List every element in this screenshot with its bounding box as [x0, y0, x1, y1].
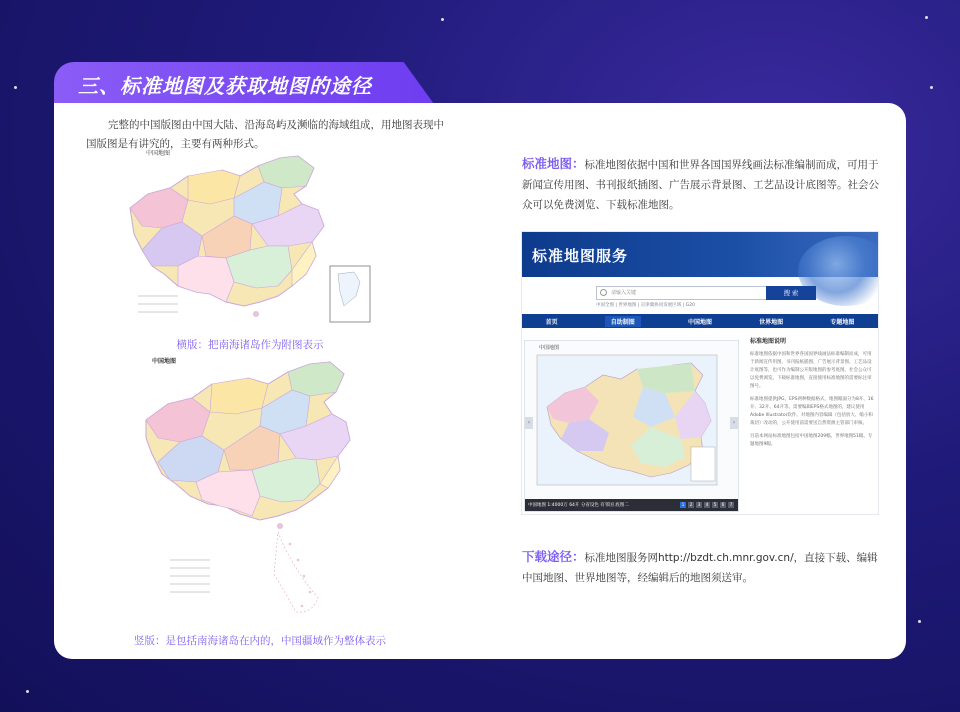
download-lead: 下载途径： — [522, 549, 585, 564]
description-paragraph: 标准地图提供JPG、EPS两种数据格式，地图幅面分为8开、16开、32开、64开等。需要编辑EPS格式地图的，建议使用Adobe Illustrator软件。对地图内容编辑（包括放大、缩小和裁切）改动的，公开使用前需要送自然资源主管部门审核。 — [750, 397, 874, 426]
carousel-pager — [680, 502, 734, 508]
star — [930, 86, 933, 89]
search-button[interactable]: 搜 索 — [766, 286, 816, 300]
nav-item-home[interactable]: 首页 — [545, 318, 558, 326]
nav-item-world-map[interactable]: 世界地图 — [759, 318, 784, 326]
map-header: 中国地图 — [146, 150, 171, 157]
vertical-china-map — [140, 354, 380, 630]
carousel-prev-arrow[interactable]: ‹ — [525, 417, 533, 429]
pager-dot[interactable]: 6 — [721, 502, 725, 507]
star — [441, 18, 444, 21]
vertical-map-caption: 竖版：是包括南海诸岛在内的，中国疆域作为整体表示 — [134, 635, 386, 647]
pager-dot[interactable]: 7 — [729, 502, 733, 507]
nav-item-thematic-map[interactable]: 专题地图 — [830, 318, 855, 326]
nav-item-custom-map[interactable]: 自助制图 — [605, 316, 641, 327]
nav-item-china-map[interactable]: 中国地图 — [687, 318, 712, 326]
pager-dot[interactable]: 3 — [697, 502, 701, 507]
star — [925, 16, 928, 19]
description-paragraph: 标准地图依据中国和世界各国国界线画法标准编制而成，可用于新闻宣传用图、书刊报纸插图、广告展示背景图、工艺品设计底图等，也可作为编制公开版地图的参考底图。社会公众可以免费浏览、下载标准地图，直接使用标准地图的需要标注审图号。 — [750, 352, 872, 389]
pager-dot[interactable]: 4 — [705, 502, 709, 507]
horizontal-china-map — [118, 146, 378, 336]
star — [918, 620, 921, 623]
standard-map-website-screenshot — [522, 232, 878, 514]
description-paragraph: 目前本网站标准地图包括中国地图209幅、世界地图51幅、专题地图9幅。 — [750, 434, 873, 447]
preview-title: 中国地图 — [539, 345, 560, 351]
search-icon — [600, 289, 607, 296]
horizontal-map-caption: 横版：把南海诸岛作为附图表示 — [176, 339, 324, 351]
pager-dot[interactable]: 2 — [689, 502, 693, 507]
preview-caption: 中国地图 1:4000万 64开 分省设色 有邻国 底图二 — [528, 503, 629, 508]
standard-map-lead: 标准地图： — [522, 156, 585, 171]
carousel-next-arrow[interactable]: › — [730, 417, 738, 429]
download-paragraph — [522, 547, 882, 588]
map-description — [750, 336, 874, 454]
search-input[interactable]: 请输入关键 — [596, 286, 780, 300]
search-quick-links[interactable]: 中国全图 | 世界地图 | 京津冀协同发展区域 | G20 — [596, 303, 695, 308]
map-header: 中国地图 — [152, 358, 177, 365]
site-title: 标准地图服务 — [532, 247, 629, 265]
star — [14, 86, 17, 89]
preview-caption-bar — [525, 499, 738, 511]
site-nav — [522, 314, 878, 328]
map-preview-carousel — [524, 340, 739, 512]
star — [26, 690, 29, 693]
standard-map-paragraph — [522, 154, 882, 215]
section-title: 三、标准地图及获取地图的途径 — [78, 74, 372, 98]
site-header — [522, 232, 878, 277]
pager-dot[interactable]: 5 — [713, 502, 717, 507]
intro-paragraph: 完整的中国版图由中国大陆、沿海岛屿及濒临的海域组成，用地图表现中国版图是有讲究的，主要有两种形式。 — [86, 119, 444, 150]
description-title: 标准地图说明 — [750, 338, 787, 345]
download-text: 标准地图服务网http://bzdt.ch.mnr.gov.cn/，直接下载、编辑中国地图、世界地图等，经编辑后的地图须送审。 — [522, 552, 878, 584]
standard-map-text: 标准地图依据中国和世界各国国界线画法标准编制而成，可用于新闻宣传用图、书刊报纸插图、广告展示背景图、工艺品设计底图等。社会公众可以免费浏览、下载标准地图。 — [522, 159, 879, 211]
pager-dot[interactable]: 1 — [681, 502, 685, 507]
